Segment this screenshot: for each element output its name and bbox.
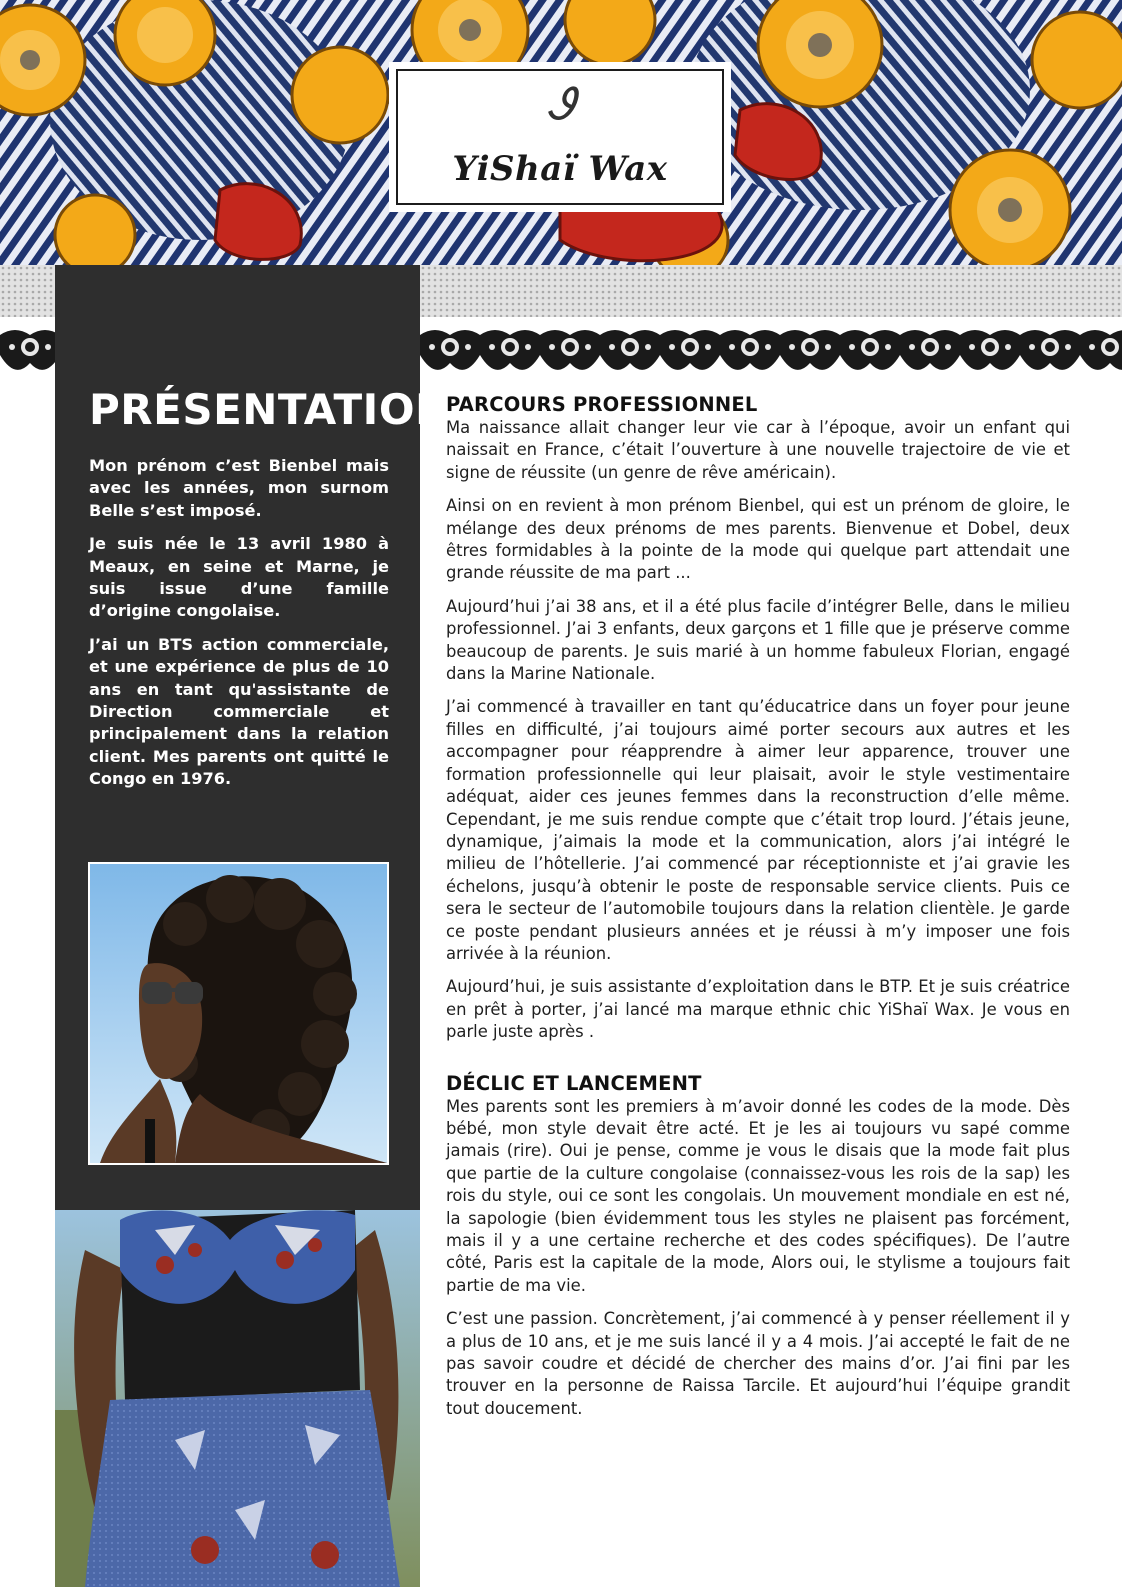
- sidebar-paragraph: Je suis née le 13 avril 1980 à Meaux, en seine et Marne, je suis issue d’une famille d’origine congolaise.: [89, 534, 389, 621]
- sidebar-title: PRÉSENTATION: [89, 385, 451, 434]
- article-paragraph: Aujourd’hui, je suis assistante d’exploitation dans le BTP. Et je suis créatrice en prêt à porter, j’ai lancé ma marque ethnic chic YiShaï Wax. Je vous en parle juste après .: [446, 977, 1070, 1042]
- sidebar-paragraph: Mon prénom c’est Bienbel mais avec les années, mon surnom Belle s’est imposé.: [89, 456, 389, 520]
- article-paragraph: Mes parents sont les premiers à m’avoir donné les codes de la mode. Dès bébé, mon style devait être acté. Et je les ai toujours vu sapé comme jamais (rire). Oui je pense, comme je vous le disais que la mode fait plus que partie de la culture congolaise (connaissez-vous les rois de la sap) les rois du style, oui ce sont les congolais. Un mouvement mondiale en est né, la sapologie (bien évidemment tous les styles ne plaisent pas forcément, mais il y a une certaine recherche et des codes spécifiques). De l’autre côté, Paris est la capitale de la mode, Alors oui, le stylisme a toujours fait partie de ma vie.: [446, 1096, 1070, 1295]
- sidebar-paragraph: J’ai un BTS action commerciale, et une expérience de plus de 10 ans en tant qu'assistante de Direction commerciale et principalement dans la relation client. Mes parents ont quitté le Congo en 1976.: [89, 634, 389, 789]
- presentation-sidebar: [55, 265, 451, 1210]
- logo-monogram-icon: Ꮽ: [546, 79, 574, 130]
- main-article: [446, 393, 1070, 1431]
- article-paragraph: Aujourd’hui j’ai 38 ans, et il a été plus facile d’intégrer Belle, dans le milieu professionnel. J’ai 3 enfants, deux garçons et 1 fille que je préserve comme beaucoup de parents. Je suis marié à un homme fabuleux Florian, engagé dans la Marine Nationale.: [446, 596, 1070, 684]
- section-heading: DÉCLIC ET LANCEMENT: [446, 1071, 702, 1095]
- logo-wordmark: YiShaï Wax: [452, 149, 668, 189]
- section-parcours: [446, 393, 1070, 1044]
- section-heading: PARCOURS PROFESSIONNEL: [446, 393, 758, 416]
- article-paragraph: Ma naissance allait changer leur vie car à l’époque, avoir un enfant qui naissait en France, c’était l’ouverture à une nouvelle trajectoire de vie et signe de réussite (un genre de rêve américain).: [446, 418, 1070, 482]
- brand-logo: [389, 62, 731, 212]
- article-paragraph: Ainsi on en revient à mon prénom Bienbel, qui est un prénom de gloire, le mélange des deux prénoms de mes parents. Bienvenue et Dobel, deux êtres formidables à la pointe de la mode qui quelque part attendait une grande réussite de ma part ...: [446, 496, 1070, 583]
- portrait-photo: [88, 862, 389, 1165]
- outfit-image: [55, 1210, 420, 1587]
- portrait-image: [90, 864, 387, 1163]
- sidebar-body: [89, 455, 389, 802]
- article-paragraph: J’ai commencé à travailler en tant qu’éducatrice dans un foyer pour jeune filles en difficulté, j’ai toujours aimé porter secours aux autres et les accompagner pour réapprendre à aimer leur apparence, trouver une formation professionnelle qui leur plaisait, avoir le style vestimentaire adéquat, aider ces jeunes femmes dans la reconstruction d’elle même. Cependant, je me suis rendue compte que c’était trop lourd. J’étais jeune, dynamique, j’aimais la mode et la communication, alors j’ai intégré le milieu de l’hôtellerie. J’ai commencé par réceptionniste et j’ai gravie les échelons, jusqu’à obtenir le poste de responsable service clients. Puis ce sera le secteur de l’automobile toujours dans la relation clientèle. Je garde ce poste pendant plusieurs années et je réussi à m’y imposer une fois arrivée à la réunion.: [446, 697, 1070, 963]
- article-paragraph: C’est une passion. Concrètement, j’ai commencé à y penser réellement il y a plus de 10 ans, et je me suis lancé il y a 4 mois. J’ai accepté le fait de ne pas savoir coudre et décidé de chercher des mains d’or. J’ai fini par les trouver en la personne de Raissa Tarcile. Et aujourd’hui l’équipe grandit tout doucement.: [446, 1309, 1070, 1418]
- wax-print-banner: [0, 0, 1122, 265]
- outfit-photo: [55, 1210, 420, 1587]
- section-declic: [446, 1072, 1070, 1421]
